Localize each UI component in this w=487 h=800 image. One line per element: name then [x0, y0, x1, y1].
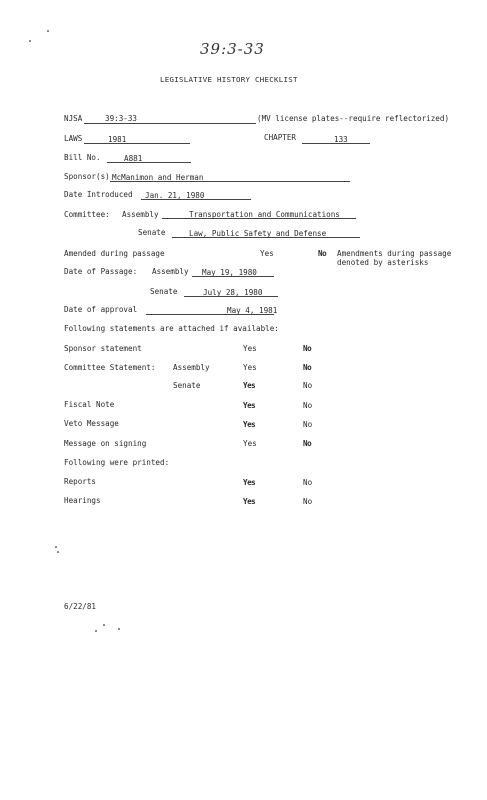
committee-assembly-label: Assembly — [122, 210, 159, 219]
scan-speck — [47, 30, 49, 32]
committee-statement-senate-yes-struck: Yes — [243, 381, 256, 390]
bill-value: A881 — [124, 154, 143, 163]
njsa-value: 39:3-33 — [105, 114, 138, 123]
committee-label: Committee: — [64, 210, 110, 219]
approval-label: Date of approval — [64, 305, 138, 314]
scan-speck — [29, 40, 31, 42]
amended-yes: Yes — [260, 249, 274, 258]
sponsor-statement-label: Sponsor statement — [64, 344, 142, 353]
veto-message-yes-struck: Yes — [243, 420, 256, 429]
handwritten-statute-number: 39:3-33 — [200, 40, 265, 58]
hearings-yes-struck: Yes — [243, 497, 256, 506]
scan-speck — [103, 624, 105, 626]
njsa-underline — [84, 123, 256, 124]
laws-label: LAWS — [64, 134, 83, 143]
committee-senate-label: Senate — [138, 228, 166, 237]
approval-underline — [146, 314, 274, 315]
chapter-label: CHAPTER — [264, 133, 297, 142]
njsa-note: (MV license plates--require reflectorized) — [257, 114, 450, 123]
committee-statement-senate-no: No — [303, 381, 313, 390]
chapter-underline — [302, 143, 370, 144]
committee-senate-value: Law, Public Safety and Defense — [189, 229, 327, 238]
sponsors-value: McManimon and Herman — [112, 173, 204, 182]
passage-assembly-underline — [192, 276, 274, 277]
veto-message-label: Veto Message — [64, 419, 119, 428]
message-signing-no-struck: No — [303, 439, 312, 448]
bill-underline — [107, 162, 191, 163]
laws-underline — [84, 143, 190, 144]
fiscal-note-label: Fiscal Note — [64, 400, 115, 409]
reports-yes-struck: Yes — [243, 478, 256, 487]
hearings-label: Hearings — [64, 496, 101, 505]
committee-statement-label: Committee Statement: — [64, 363, 156, 372]
committee-statement-senate-label: Senate — [173, 381, 201, 390]
message-signing-yes: Yes — [243, 439, 257, 448]
sponsor-statement-yes: Yes — [243, 344, 257, 353]
reports-no: No — [303, 478, 313, 487]
amended-note-line-1: Amendments during passage — [337, 249, 452, 258]
hearings-no: No — [303, 497, 313, 506]
committee-assembly-value: Transportation and Communications — [189, 210, 340, 219]
passage-senate-label: Senate — [150, 287, 178, 296]
date-introduced-value: Jan. 21, 1980 — [145, 191, 205, 200]
committee-statement-assembly-label: Assembly — [173, 363, 210, 372]
approval-value: May 4, 1981 — [227, 306, 278, 315]
sponsors-label: Sponsor(s) — [64, 172, 110, 181]
sponsors-underline — [110, 181, 350, 182]
document-title: LEGISLATIVE HISTORY CHECKLIST — [160, 75, 298, 84]
date-introduced-underline — [141, 199, 251, 200]
amended-label: Amended during passage — [64, 249, 165, 258]
fiscal-note-yes-struck: Yes — [243, 401, 256, 410]
chapter-value: 133 — [334, 135, 348, 144]
passage-senate-value: July 28, 1980 — [203, 288, 263, 297]
reports-label: Reports — [64, 477, 97, 486]
bill-label: Bill No. — [64, 153, 101, 162]
amended-note-line-2: denoted by asterisks — [337, 258, 429, 267]
njsa-label: NJSA — [64, 114, 83, 123]
committee-statement-assembly-yes: Yes — [243, 363, 257, 372]
sponsor-statement-no-struck: No — [303, 344, 312, 353]
scan-speck — [57, 551, 59, 553]
footer-date: 6/22/81 — [64, 602, 97, 611]
scan-speck — [118, 628, 120, 630]
committee-assembly-underline — [162, 218, 356, 219]
printed-heading: Following were printed: — [64, 458, 170, 467]
veto-message-no: No — [303, 420, 313, 429]
date-introduced-label: Date Introduced — [64, 190, 133, 199]
amended-no-struck: No — [318, 249, 327, 258]
passage-label: Date of Passage: — [64, 267, 138, 276]
passage-assembly-label: Assembly — [152, 267, 189, 276]
attached-heading: Following statements are attached if available: — [64, 324, 279, 333]
fiscal-note-no: No — [303, 401, 313, 410]
scan-speck — [55, 546, 57, 548]
scan-speck — [95, 630, 97, 632]
committee-senate-underline — [172, 237, 360, 238]
message-signing-label: Message on signing — [64, 439, 147, 448]
passage-senate-underline — [184, 296, 278, 297]
committee-statement-assembly-no-struck: No — [303, 363, 312, 372]
laws-value: 1981 — [108, 135, 127, 144]
passage-assembly-value: May 19, 1980 — [202, 268, 257, 277]
